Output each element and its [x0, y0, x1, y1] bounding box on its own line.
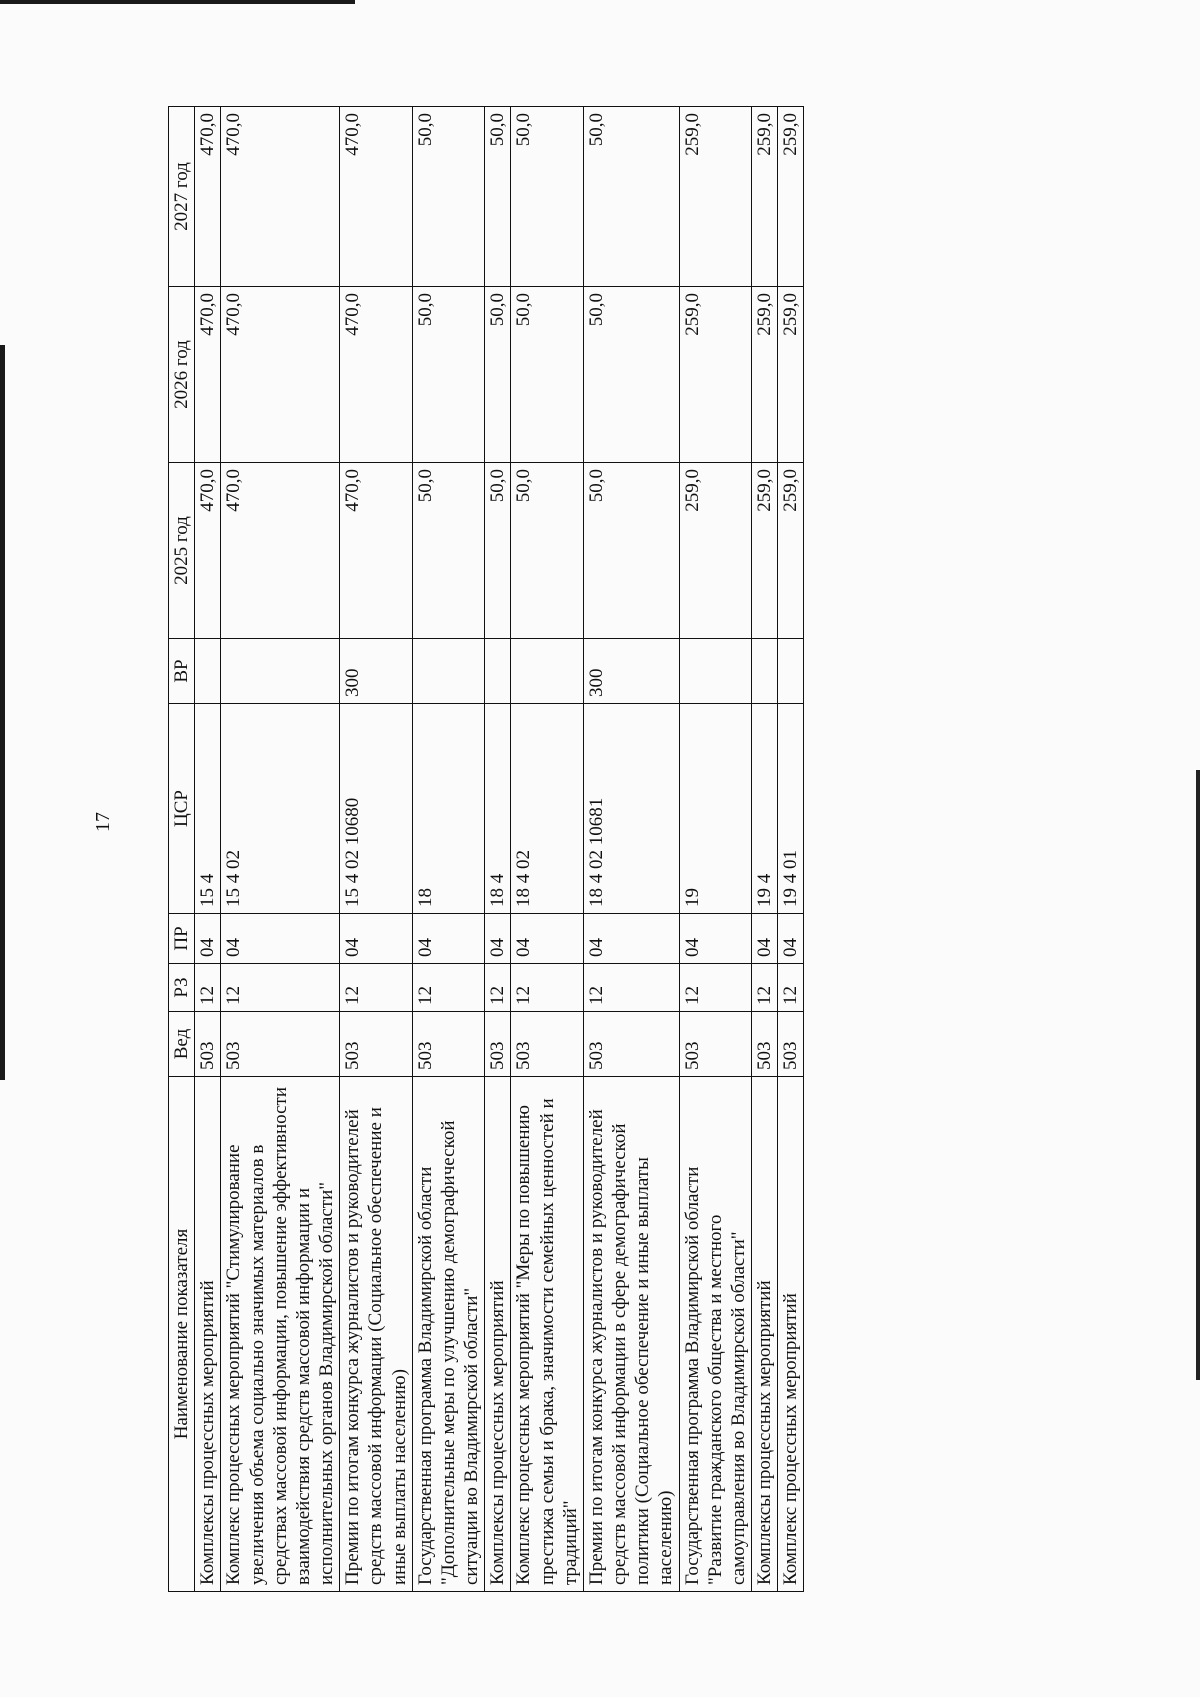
cell-name: Комплексы процессных мероприятий — [752, 1077, 778, 1592]
cell-vr — [778, 639, 804, 704]
cell-rz: 12 — [679, 964, 752, 1012]
cell-2027: 50,0 — [511, 107, 584, 287]
cell-name: Государственная программа Владимирской области "Дополнительные меры по улучшению демографической ситуации во Владимирской области" — [412, 1077, 485, 1592]
cell-vr — [195, 639, 221, 704]
cell-2027: 470,0 — [195, 107, 221, 287]
table-row — [752, 107, 778, 1592]
cell-pr: 04 — [679, 914, 752, 964]
cell-rz: 12 — [195, 964, 221, 1012]
cell-ved: 503 — [583, 1012, 679, 1077]
table-row — [511, 107, 584, 1592]
rotated-table-container — [168, 107, 1198, 1592]
cell-rz: 12 — [583, 964, 679, 1012]
cell-ved: 503 — [485, 1012, 511, 1077]
cell-2026: 50,0 — [511, 287, 584, 463]
cell-2026: 470,0 — [340, 287, 413, 463]
cell-2025: 470,0 — [195, 463, 221, 639]
cell-ved: 503 — [679, 1012, 752, 1077]
cell-pr: 04 — [485, 914, 511, 964]
page-number: 17 — [92, 812, 114, 832]
cell-rz: 12 — [778, 964, 804, 1012]
cell-name: Премии по итогам конкурса журналистов и руководителей средств массовой информации (Социальное обеспечение и иные выплаты населению) — [340, 1077, 413, 1592]
cell-csr: 18 — [412, 704, 485, 914]
table-row — [195, 107, 221, 1592]
cell-rz: 12 — [511, 964, 584, 1012]
cell-ved: 503 — [511, 1012, 584, 1077]
table-row — [679, 107, 752, 1592]
cell-vr — [485, 639, 511, 704]
cell-csr: 19 4 01 — [778, 704, 804, 914]
header-2026: 2026 год — [169, 287, 195, 463]
cell-2027: 50,0 — [412, 107, 485, 287]
table-row — [485, 107, 511, 1592]
cell-2026: 470,0 — [195, 287, 221, 463]
cell-csr: 19 — [679, 704, 752, 914]
cell-2025: 259,0 — [778, 463, 804, 639]
header-rz: РЗ — [169, 964, 195, 1012]
table-row — [412, 107, 485, 1592]
cell-name: Государственная программа Владимирской области "Развитие гражданского общества и местного самоуправления во Владимирской области" — [679, 1077, 752, 1592]
cell-pr: 04 — [511, 914, 584, 964]
table-row — [778, 107, 804, 1592]
cell-csr: 15 4 — [195, 704, 221, 914]
cell-2027: 259,0 — [679, 107, 752, 287]
cell-pr: 04 — [752, 914, 778, 964]
table-row — [221, 107, 340, 1592]
cell-rz: 12 — [485, 964, 511, 1012]
cell-2026: 259,0 — [778, 287, 804, 463]
cell-csr: 18 4 — [485, 704, 511, 914]
cell-vr — [511, 639, 584, 704]
cell-2027: 259,0 — [752, 107, 778, 287]
cell-2025: 259,0 — [752, 463, 778, 639]
cell-pr: 04 — [221, 914, 340, 964]
cell-vr: 300 — [583, 639, 679, 704]
cell-2027: 470,0 — [340, 107, 413, 287]
scan-edge-top — [0, 0, 355, 4]
cell-2026: 50,0 — [485, 287, 511, 463]
cell-2026: 50,0 — [583, 287, 679, 463]
cell-name: Комплекс процессных мероприятий — [778, 1077, 804, 1592]
cell-2025: 50,0 — [511, 463, 584, 639]
cell-2025: 259,0 — [679, 463, 752, 639]
cell-rz: 12 — [752, 964, 778, 1012]
cell-ved: 503 — [340, 1012, 413, 1077]
cell-vr — [752, 639, 778, 704]
header-2027: 2027 год — [169, 107, 195, 287]
cell-csr: 18 4 02 — [511, 704, 584, 914]
cell-2027: 470,0 — [221, 107, 340, 287]
header-pr: ПР — [169, 914, 195, 964]
cell-ved: 503 — [412, 1012, 485, 1077]
table-row — [583, 107, 679, 1592]
cell-rz: 12 — [412, 964, 485, 1012]
cell-2025: 50,0 — [412, 463, 485, 639]
cell-pr: 04 — [583, 914, 679, 964]
header-ved: Вед — [169, 1012, 195, 1077]
budget-table — [168, 106, 804, 1592]
header-vr: ВР — [169, 639, 195, 704]
cell-vr: 300 — [340, 639, 413, 704]
cell-rz: 12 — [340, 964, 413, 1012]
header-2025: 2025 год — [169, 463, 195, 639]
cell-ved: 503 — [195, 1012, 221, 1077]
cell-2025: 50,0 — [485, 463, 511, 639]
cell-2027: 259,0 — [778, 107, 804, 287]
cell-ved: 503 — [778, 1012, 804, 1077]
cell-2027: 50,0 — [583, 107, 679, 287]
cell-name: Комплекс процессных мероприятий "Стимулирование увеличения объема социально значимых материалов в средствах массовой информации, повышение эффективности взаимодействия средств массовой информации и исполнительных органов Владимирской области" — [221, 1077, 340, 1592]
cell-vr — [221, 639, 340, 704]
cell-2026: 470,0 — [221, 287, 340, 463]
cell-name: Комплекс процессных мероприятий "Меры по повышению престижа семьи и брака, значимости семейных ценностей и традиций" — [511, 1077, 584, 1592]
cell-name: Комплексы процессных мероприятий — [485, 1077, 511, 1592]
cell-csr: 15 4 02 10680 — [340, 704, 413, 914]
cell-csr: 19 4 — [752, 704, 778, 914]
cell-2025: 470,0 — [340, 463, 413, 639]
cell-rz: 12 — [221, 964, 340, 1012]
cell-2025: 50,0 — [583, 463, 679, 639]
cell-csr: 18 4 02 10681 — [583, 704, 679, 914]
header-name: Наименование показателя — [169, 1077, 195, 1592]
header-csr: ЦСР — [169, 704, 195, 914]
table-header-row — [169, 107, 195, 1592]
cell-name: Премии по итогам конкурса журналистов и руководителей средств массовой информации в сфере демографической политики (Социальное обеспечение и иные выплаты населению) — [583, 1077, 679, 1592]
cell-ved: 503 — [221, 1012, 340, 1077]
cell-ved: 503 — [752, 1012, 778, 1077]
cell-pr: 04 — [195, 914, 221, 964]
cell-csr: 15 4 02 — [221, 704, 340, 914]
cell-2027: 50,0 — [485, 107, 511, 287]
cell-pr: 04 — [778, 914, 804, 964]
cell-pr: 04 — [340, 914, 413, 964]
cell-vr — [412, 639, 485, 704]
cell-2026: 50,0 — [412, 287, 485, 463]
cell-pr: 04 — [412, 914, 485, 964]
cell-2026: 259,0 — [752, 287, 778, 463]
cell-vr — [679, 639, 752, 704]
cell-2026: 259,0 — [679, 287, 752, 463]
scan-edge-left — [0, 345, 5, 1080]
table-row — [340, 107, 413, 1592]
cell-2025: 470,0 — [221, 463, 340, 639]
cell-name: Комплексы процессных мероприятий — [195, 1077, 221, 1592]
